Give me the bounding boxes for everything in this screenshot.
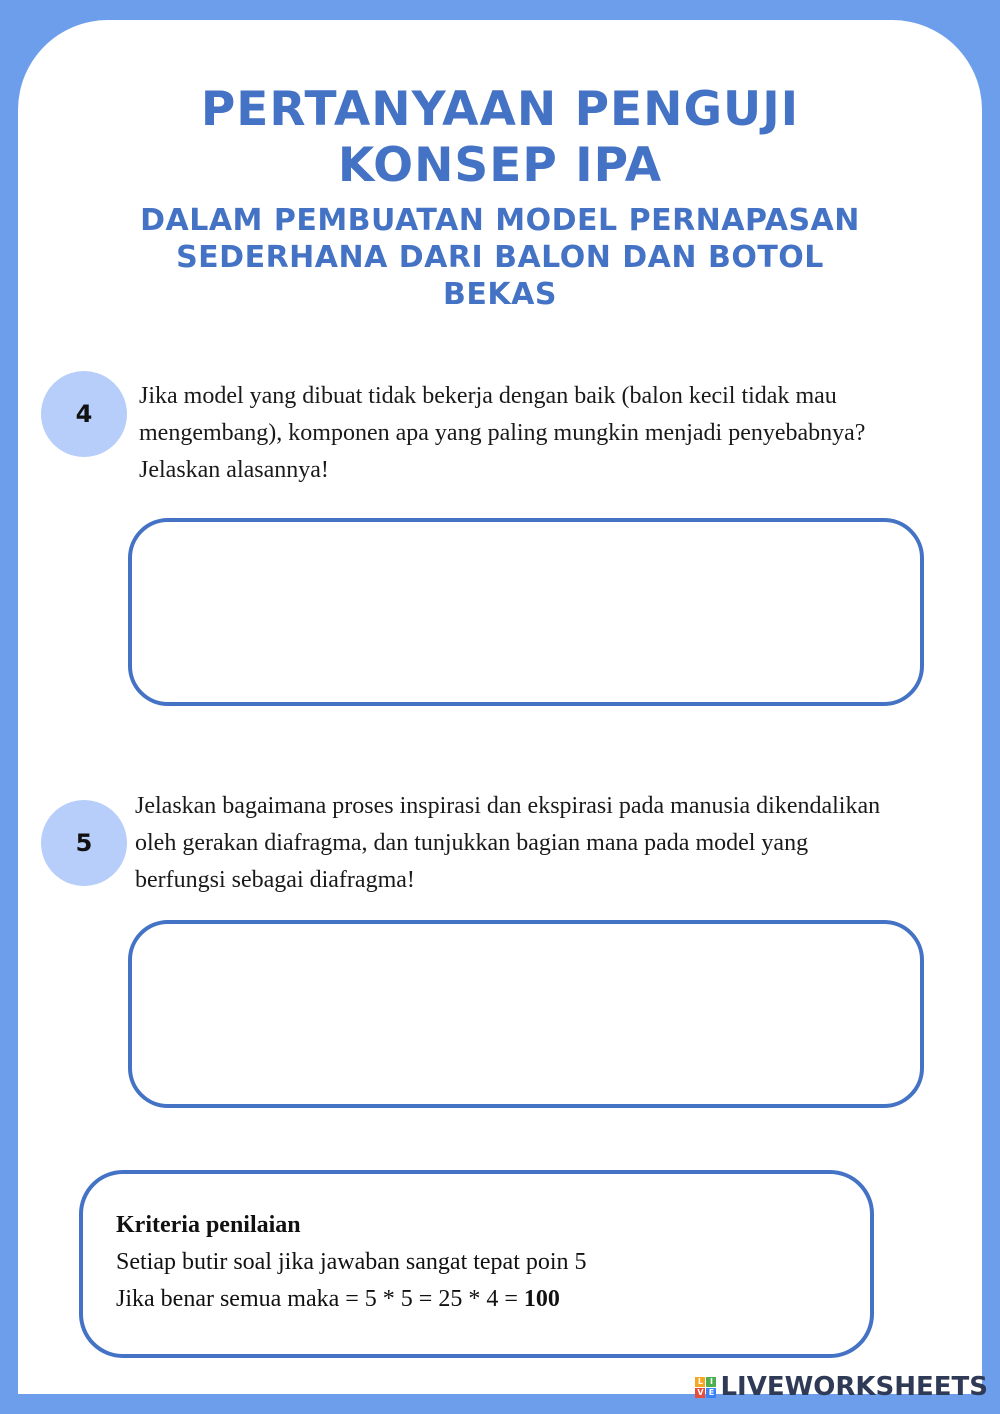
subtitle-line-3: BEKAS	[443, 277, 557, 312]
question-text-5	[135, 788, 880, 899]
subtitle-line-1: DALAM PEMBUATAN MODEL PERNAPASAN	[140, 203, 860, 238]
question-text-4	[139, 378, 865, 489]
page-title	[0, 82, 1000, 194]
question-number-badge-5: 5	[41, 800, 127, 886]
logo-letter-i: I	[706, 1377, 716, 1387]
question-4-line-3: Jelaskan alasannya!	[139, 457, 329, 483]
criteria-total-score: 100	[523, 1286, 560, 1312]
grading-criteria-box	[79, 1170, 874, 1358]
title-line-1: PERTANYAAN PENGUJI	[200, 82, 800, 137]
liveworksheets-logo-icon	[695, 1377, 716, 1398]
criteria-line-2	[116, 1281, 870, 1318]
title-line-2: KONSEP IPA	[337, 138, 663, 193]
question-4-line-2: mengembang), komponen apa yang paling mungkin menjadi penyebabnya?	[139, 420, 866, 446]
question-4-line-1: Jika model yang dibuat tidak bekerja dengan baik (balon kecil tidak mau	[139, 383, 837, 409]
question-number-badge-4: 4	[41, 371, 127, 457]
criteria-line-1: Setiap butir soal jika jawaban sangat tepat poin 5	[116, 1249, 587, 1275]
watermark-text: LIVEWORKSHEETS	[720, 1372, 988, 1402]
criteria-line-2-text: Jika benar semua maka = 5 * 5 = 25 * 4 =	[116, 1286, 524, 1312]
answer-box-4[interactable]	[128, 518, 924, 706]
subtitle-line-2: SEDERHANA DARI BALON DAN BOTOL	[176, 240, 824, 275]
logo-letter-v: V	[697, 1387, 704, 1397]
page-subtitle	[0, 202, 1000, 313]
answer-box-5[interactable]	[128, 920, 924, 1108]
question-5-line-2: oleh gerakan diafragma, dan tunjukkan bagian mana pada model yang	[135, 830, 809, 856]
logo-letter-l: L	[695, 1377, 705, 1387]
logo-letter-e: E	[706, 1388, 716, 1398]
criteria-heading: Kriteria penilaian	[116, 1212, 301, 1238]
question-5-line-3: berfungsi sebagai diafragma!	[135, 867, 415, 893]
liveworksheets-watermark	[695, 1372, 988, 1402]
question-5-line-1: Jelaskan bagaimana proses inspirasi dan ekspirasi pada manusia dikendalikan	[135, 793, 881, 819]
